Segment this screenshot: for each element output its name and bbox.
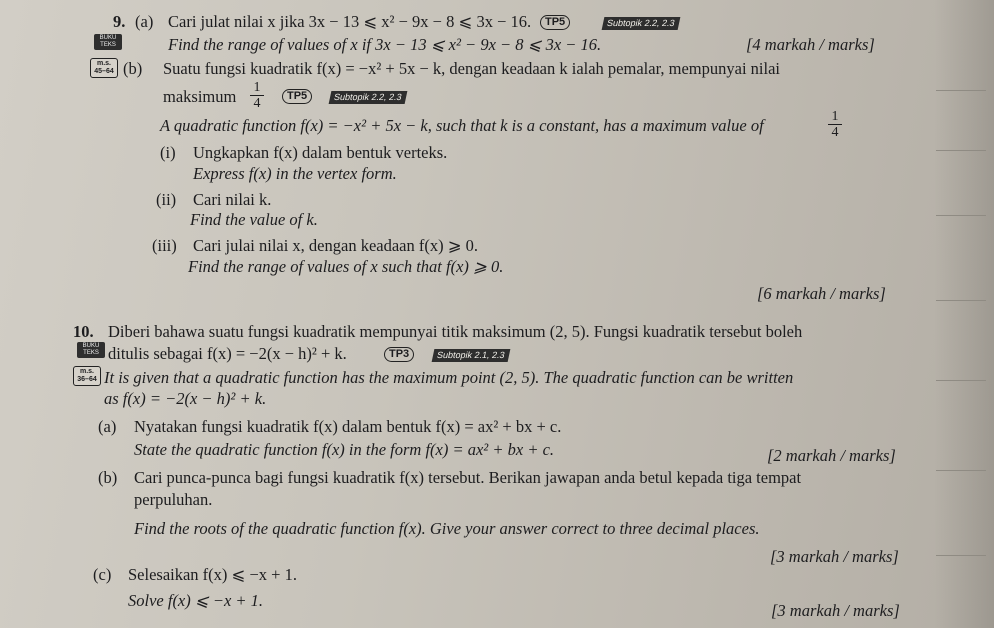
q10c-english: Solve f(x) ⩽ −x + 1.: [128, 591, 264, 610]
q10-page-ref-badge: m.s. 36–64: [73, 366, 101, 386]
q10-number: 10.: [73, 322, 94, 341]
q9biii-english: Find the range of values of x such that f(x) ⩾ 0.: [188, 257, 504, 276]
q9bi-label: (i): [160, 143, 176, 162]
q9-number: 9.: [113, 12, 126, 31]
q9bi-english: Express f(x) in the vertex form.: [193, 164, 397, 183]
q9bii-label: (ii): [156, 190, 177, 209]
q10c-label: (c): [93, 565, 112, 584]
q10b-marks: [3 markah / marks]: [770, 547, 899, 566]
q9biii-malay: Cari julai nilai x, dengan keadaan f(x) ⩾ 0.: [193, 236, 479, 255]
q10-stem-malay-line1: Diberi bahawa suatu fungsi kuadratik mempunyai titik maksimum (2, 5). Fungsi kuadratik tersebut boleh: [108, 322, 803, 341]
q9a-marks: [4 markah / marks]: [746, 35, 875, 54]
buku-teks-icon: BUKU TEKS: [77, 342, 105, 358]
q10c-malay: Selesaikan f(x) ⩽ −x + 1.: [128, 565, 297, 584]
q9b-subtopic-tag: Subtopik 2.2, 2.3: [329, 91, 407, 104]
q10a-marks: [2 markah / marks]: [767, 446, 896, 465]
q10b-malay-line1: Cari punca-punca bagi fungsi kuadratik f(x) tersebut. Berikan jawapan anda betul kepada tiga tempat: [134, 468, 802, 487]
q9b-fraction: [250, 80, 264, 111]
q10-stem-malay-line2: ditulis sebagai f(x) = −2(x − h)² + k.: [108, 344, 347, 363]
next-page-edge: [936, 555, 986, 556]
q9bii-english: Find the value of k.: [190, 210, 318, 229]
q10b-malay-line2: perpuluhan.: [134, 490, 213, 509]
q9b-tp-badge: TP5: [282, 89, 312, 104]
q9-page-ref-badge: m.s. 45–64: [90, 58, 118, 78]
q9biii-label: (iii): [152, 236, 177, 255]
next-page-edge: [936, 300, 986, 301]
q10b-english: Find the roots of the quadratic function f(x). Give your answer correct to three decimal places.: [134, 519, 760, 538]
q10-stem-english-line1: It is given that a quadratic function has the maximum point (2, 5). The quadratic function can be written: [104, 368, 794, 387]
page-edge-shadow: [934, 0, 994, 628]
q9b-english: A quadratic function f(x) = −x² + 5x − k, such that k is a constant, has a maximum value of: [160, 116, 764, 135]
buku-teks-icon: BUKU TEKS: [94, 34, 122, 50]
q10a-malay: Nyatakan fungsi kuadratik f(x) dalam bentuk f(x) = ax² + bx + c.: [134, 417, 562, 436]
q9a-tp-badge: TP5: [540, 15, 570, 30]
q9b-marks: [6 markah / marks]: [757, 284, 886, 303]
q9a-malay: Cari julat nilai x jika 3x − 13 ⩽ x² − 9x − 8 ⩽ 3x − 16.: [168, 12, 532, 31]
fraction-denominator: 4: [831, 125, 839, 140]
q10a-english: State the quadratic function f(x) in the form f(x) = ax² + bx + c.: [134, 440, 555, 459]
q9bii-malay: Cari nilai k.: [193, 190, 272, 209]
q9a-subtopic-tag: Subtopik 2.2, 2.3: [602, 17, 680, 30]
q9a-label: (a): [135, 12, 154, 31]
fraction-numerator: 1: [250, 80, 264, 96]
q10-tp-badge: TP3: [384, 347, 414, 362]
next-page-edge: [936, 150, 986, 151]
q10b-label: (b): [98, 468, 118, 487]
fraction-numerator: 1: [828, 109, 842, 125]
fraction-denominator: 4: [253, 96, 261, 111]
q10-stem-english-line2: as f(x) = −2(x − h)² + k.: [104, 389, 267, 408]
q10-subtopic-tag: Subtopik 2.1, 2.3: [432, 349, 510, 362]
q9b-malay-line2: maksimum: [163, 87, 237, 106]
q9b-english-fraction: [828, 109, 842, 140]
next-page-edge: [936, 90, 986, 91]
q9bi-malay: Ungkapkan f(x) dalam bentuk verteks.: [193, 143, 448, 162]
q9b-label: (b): [123, 59, 143, 78]
next-page-edge: [936, 215, 986, 216]
next-page-edge: [936, 380, 986, 381]
q10c-marks: [3 markah / marks]: [771, 601, 900, 620]
next-page-edge: [936, 470, 986, 471]
q9b-malay-line1: Suatu fungsi kuadratik f(x) = −x² + 5x − k, dengan keadaan k ialah pemalar, mempunyai nilai: [163, 59, 781, 78]
q9a-english: Find the range of values of x if 3x − 13 ⩽ x² − 9x − 8 ⩽ 3x − 16.: [168, 35, 602, 54]
q10a-label: (a): [98, 417, 117, 436]
